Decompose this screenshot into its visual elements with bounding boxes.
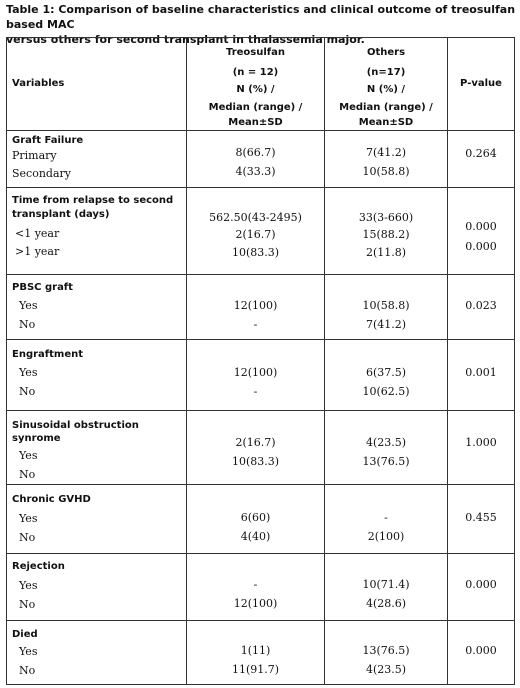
caption-line-2: versus others for second transplant in thalassemia major. [6, 33, 365, 46]
rejection-pvalue: 0.000 [465, 578, 497, 591]
pbsc-pvalue: 0.023 [465, 299, 497, 312]
sos-no-others: 13(76.5) [362, 455, 410, 468]
died-yes-treo: 1(11) [240, 644, 271, 657]
rejection-title: Rejection [12, 561, 65, 572]
gvhd-yes-treo: 6(60) [240, 511, 271, 524]
gvhd-pvalue: 0.455 [465, 511, 497, 524]
relapse-title-line-1: Time from relapse to second [12, 195, 174, 206]
pbsc-no-others: 7(41.2) [365, 318, 407, 331]
died-yes-others: 13(76.5) [362, 644, 410, 657]
graft-failure-primary-label: Primary [12, 149, 57, 162]
relapse-title-line-2: transplant (days) [12, 209, 110, 220]
table-row-pbsc-graft [7, 275, 515, 340]
died-title: Died [12, 629, 38, 640]
sos-no-label: No [19, 468, 36, 481]
relapse-lt1y-others: 15(88.2) [362, 228, 410, 241]
table-row-relapse-time [7, 188, 515, 275]
others-header-unit-1: N (%) / [366, 84, 406, 95]
treosulfan-header-name: Treosulfan [225, 47, 286, 58]
caption-line-1: Table 1: Comparison of baseline characteristics and clinical outcome of treosulfan based MAC [6, 3, 516, 31]
graft-failure-primary-others: 7(41.2) [365, 146, 407, 159]
relapse-gt1y-treo: 10(83.3) [231, 246, 280, 259]
engraftment-yes-label: Yes [19, 366, 38, 379]
others-header-cell [325, 38, 448, 131]
rejection-no-others: 4(28.6) [365, 597, 407, 610]
graft-failure-secondary-label: Secondary [12, 167, 71, 180]
died-no-others: 4(23.5) [365, 663, 407, 676]
graft-failure-title: Graft Failure [12, 135, 84, 146]
died-yes-label: Yes [19, 645, 38, 658]
pvalue-header-cell [448, 38, 515, 131]
engraftment-pvalue: 0.001 [465, 366, 497, 379]
gvhd-title: Chronic GVHD [12, 494, 91, 505]
engraftment-no-others: 10(62.5) [362, 385, 410, 398]
gvhd-yes-others: - [384, 511, 388, 524]
table-row-died [7, 621, 515, 685]
graft-failure-primary-treo: 8(66.7) [235, 146, 276, 159]
table-row-rejection [7, 554, 515, 621]
treosulfan-header-unit-2: Median (range) / [208, 102, 303, 113]
comparison-table [6, 37, 515, 685]
sos-yes-others: 4(23.5) [365, 436, 407, 449]
sos-title: Sinusoidal obstruction synrome [12, 420, 139, 444]
relapse-pvalue-1: 0.000 [465, 220, 497, 233]
graft-failure-secondary-others: 10(58.8) [362, 165, 410, 178]
relapse-lt1y-label: <1 year [15, 227, 60, 240]
variables-header-cell [7, 38, 187, 131]
relapse-lt1y-treo: 2(16.7) [235, 228, 276, 241]
table-row-graft-failure [7, 131, 515, 188]
rejection-yes-label: Yes [19, 579, 38, 592]
treosulfan-header-n: (n = 12) [232, 67, 279, 78]
sos-no-treo: 10(83.3) [231, 455, 280, 468]
engraftment-yes-treo: 12(100) [233, 366, 278, 379]
pbsc-no-label: No [19, 318, 36, 331]
died-no-treo: 11(91.7) [231, 663, 280, 676]
rejection-yes-treo: - [253, 578, 258, 591]
relapse-median-treo: 562.50(43-2495) [209, 211, 302, 224]
pbsc-yes-others: 10(58.8) [362, 299, 410, 312]
table-row-engraftment [7, 340, 515, 411]
engraftment-yes-others: 6(37.5) [365, 366, 407, 379]
pbsc-yes-label: Yes [19, 299, 38, 312]
sos-yes-treo: 2(16.7) [235, 436, 276, 449]
died-pvalue: 0.000 [465, 644, 497, 657]
variables-header: Variables [12, 78, 65, 89]
gvhd-no-label: No [19, 531, 36, 544]
gvhd-no-others: 2(100) [367, 530, 405, 543]
engraftment-no-label: No [19, 385, 36, 398]
rejection-no-treo: 12(100) [233, 597, 278, 610]
table-header-row [7, 38, 515, 131]
others-header-unit-3: Mean±SD [358, 117, 414, 128]
relapse-gt1y-others: 2(11.8) [365, 246, 407, 259]
gvhd-no-treo: 4(40) [240, 530, 271, 543]
pvalue-header: P-value [460, 78, 502, 89]
graft-failure-pvalue: 0.264 [465, 147, 497, 160]
pbsc-title: PBSC graft [12, 282, 73, 293]
sos-yes-label: Yes [19, 449, 38, 462]
treosulfan-header-cell [187, 38, 325, 131]
sos-pvalue: 1.000 [465, 436, 497, 449]
others-header-n: (n=17) [366, 67, 406, 78]
relapse-pvalue-2: 0.000 [465, 240, 497, 253]
pbsc-yes-treo: 12(100) [233, 299, 278, 312]
graft-failure-secondary-treo: 4(33.3) [235, 165, 276, 178]
treosulfan-header-unit-3: Mean±SD [228, 117, 283, 128]
engraftment-title: Engraftment [12, 349, 84, 360]
gvhd-yes-label: Yes [19, 512, 38, 525]
rejection-yes-others: 10(71.4) [362, 578, 410, 591]
died-no-label: No [19, 664, 36, 677]
pbsc-no-treo: - [253, 318, 258, 331]
treosulfan-header-unit-1: N (%) / [236, 84, 275, 95]
others-header-name: Others [366, 47, 406, 58]
relapse-gt1y-label: >1 year [15, 245, 60, 258]
table-row-chronic-gvhd [7, 485, 515, 554]
table-row-sinusoidal-obstruction [7, 411, 515, 485]
relapse-median-others: 33(3-660) [358, 211, 414, 224]
rejection-no-label: No [19, 598, 36, 611]
others-header-unit-2: Median (range) / [339, 102, 433, 113]
engraftment-no-treo: - [253, 385, 258, 398]
